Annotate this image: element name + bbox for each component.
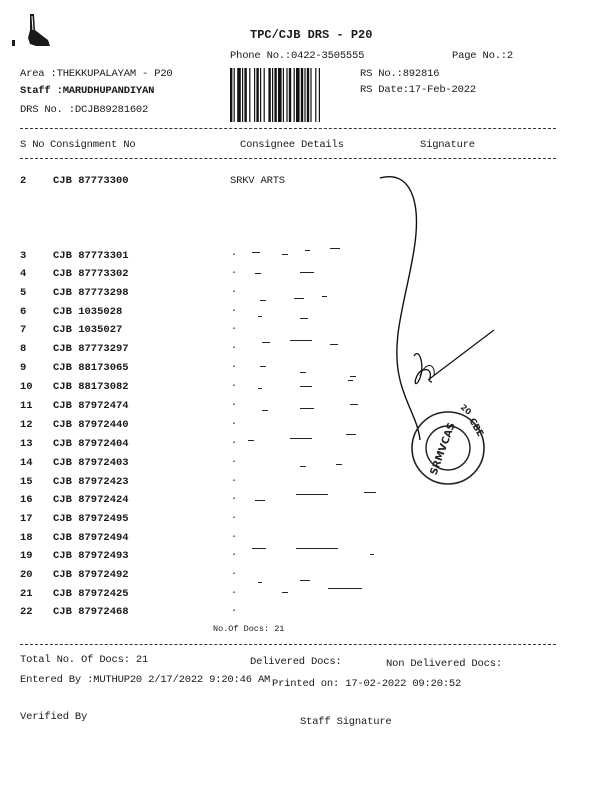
handwritten-mark	[300, 372, 306, 373]
document-title: TPC/CJB DRS - P20	[250, 28, 373, 42]
row-consignee: .	[231, 248, 238, 259]
svg-text:SRMVCAS: SRMVCAS	[428, 421, 458, 477]
barcode-bar	[234, 68, 235, 122]
row-consignee: .	[231, 360, 238, 371]
institution-stamp-icon	[408, 392, 490, 504]
handwritten-mark	[300, 318, 308, 319]
rs-number: RS No.:892816	[360, 68, 440, 80]
row-consignment-no: CJB 87972403	[53, 457, 129, 469]
barcode-bar	[249, 68, 250, 122]
barcode-bar	[294, 68, 295, 122]
row-consignee: .	[231, 586, 238, 597]
svg-text:CBE: CBE	[466, 416, 485, 439]
footer-divider	[20, 644, 556, 645]
row-consignment-no: CJB 87773297	[53, 343, 129, 355]
row-consignment-no: CJB 87972474	[53, 400, 129, 412]
row-sno: 13	[20, 438, 33, 450]
handwritten-mark	[300, 386, 312, 387]
total-docs: Total No. Of Docs: 21	[20, 654, 149, 666]
row-consignee: .	[231, 322, 238, 333]
row-sno: 18	[20, 532, 33, 544]
handwritten-mark	[330, 248, 340, 249]
row-consignment-no: CJB 88173082	[53, 381, 129, 393]
barcode-bar	[301, 68, 303, 122]
handwritten-mark	[336, 464, 342, 465]
row-sno: 2	[20, 175, 27, 187]
barcode-bar	[283, 68, 284, 122]
barcode-bar	[286, 68, 287, 122]
row-consignee: SRKV ARTS	[230, 175, 285, 187]
row-consignee: .	[231, 511, 238, 522]
handwritten-mark	[258, 388, 262, 389]
row-consignment-no: CJB 87972423	[53, 476, 129, 488]
row-consignee: .	[231, 285, 238, 296]
row-consignment-no: CJB 1035027	[53, 324, 123, 336]
row-consignee: .	[231, 530, 238, 541]
row-consignee: .	[231, 436, 238, 447]
row-sno: 8	[20, 343, 27, 355]
staff-label: Staff :MARUDHUPANDIYAN	[20, 85, 155, 97]
row-consignee: .	[231, 567, 238, 578]
row-sno: 20	[20, 569, 33, 581]
barcode-bar	[260, 68, 261, 122]
drs-number: DRS No. :DCJB89281602	[20, 104, 149, 116]
handwritten-mark	[262, 410, 268, 411]
row-consignment-no: CJB 88173065	[53, 362, 129, 374]
handwritten-mark	[255, 500, 265, 501]
barcode-bar	[242, 68, 243, 122]
handwritten-mark	[305, 250, 310, 251]
handwritten-mark	[322, 296, 327, 297]
entered-by: Entered By :MUTHUP20 2/17/2022 9:20:46 AM	[20, 674, 271, 686]
row-sno: 11	[20, 400, 33, 412]
row-consignment-no: CJB 87972492	[53, 569, 129, 581]
handwritten-mark	[300, 408, 314, 409]
handwritten-mark	[252, 548, 266, 549]
handwritten-mark	[255, 273, 261, 274]
row-consignment-no: CJB 87773300	[53, 175, 129, 187]
non-delivered-docs: Non Delivered Docs:	[386, 658, 502, 670]
handwritten-mark	[252, 252, 260, 253]
row-consignee: .	[231, 398, 238, 409]
row-consignment-no: CJB 87972425	[53, 588, 129, 600]
handwritten-mark	[300, 466, 306, 467]
row-sno: 12	[20, 419, 33, 431]
staff-signature: Staff Signature	[300, 716, 392, 728]
handwritten-mark	[258, 316, 262, 317]
barcode-bar	[274, 68, 276, 122]
row-consignee: .	[231, 455, 238, 466]
row-sno: 6	[20, 306, 27, 318]
column-consignment: Consignment No	[50, 139, 136, 151]
row-consignment-no: CJB 1035028	[53, 306, 123, 318]
handwritten-mark	[330, 344, 338, 345]
barcode-bar	[319, 68, 320, 122]
rs-date: RS Date:17-Feb-2022	[360, 84, 476, 96]
row-sno: 9	[20, 362, 27, 374]
row-consignment-no: CJB 87972468	[53, 606, 129, 618]
handwritten-mark	[258, 582, 262, 583]
row-consignment-no: CJB 87972494	[53, 532, 129, 544]
barcode-bar	[278, 68, 282, 122]
delivered-docs: Delivered Docs:	[250, 656, 342, 668]
barcode-bar	[264, 68, 265, 122]
row-sno: 15	[20, 476, 33, 488]
barcode-bar	[304, 68, 305, 122]
handwritten-mark	[346, 434, 356, 435]
printed-on: Printed on: 17-02-2022 09:20:52	[272, 678, 462, 690]
row-sno: 17	[20, 513, 33, 525]
row-consignee: .	[231, 604, 238, 615]
area-label: Area :THEKKUPALAYAM - P20	[20, 68, 173, 80]
row-sno: 14	[20, 457, 33, 469]
handwritten-mark	[300, 272, 314, 273]
row-consignment-no: CJB 87972440	[53, 419, 129, 431]
column-sno: S No	[20, 139, 45, 151]
barcode-bar	[315, 68, 316, 122]
company-logo-icon	[8, 10, 56, 54]
barcode-bar	[256, 68, 258, 122]
barcode-bar	[254, 68, 255, 122]
no-of-docs: No.Of Docs: 21	[213, 624, 285, 634]
row-consignment-no: CJB 87773301	[53, 250, 129, 262]
row-consignment-no: CJB 87972424	[53, 494, 129, 506]
row-sno: 5	[20, 287, 27, 299]
column-consignee: Consignee Details	[240, 139, 344, 151]
row-sno: 10	[20, 381, 33, 393]
row-consignee: .	[231, 341, 238, 352]
row-consignment-no: CJB 87972404	[53, 438, 129, 450]
row-sno: 3	[20, 250, 27, 262]
column-divider	[20, 158, 556, 159]
barcode-bar	[307, 68, 309, 122]
column-signature: Signature	[420, 139, 475, 151]
page-number: Page No.:2	[452, 50, 514, 62]
handwritten-mark	[262, 342, 270, 343]
header-divider	[20, 128, 556, 129]
handwritten-mark	[350, 376, 356, 377]
verified-by: Verified By	[20, 711, 88, 723]
row-consignee: .	[231, 266, 238, 277]
handwritten-mark	[290, 438, 312, 439]
row-sno: 7	[20, 324, 27, 336]
row-consignee: .	[231, 304, 238, 315]
row-consignment-no: CJB 87972495	[53, 513, 129, 525]
barcode-bar	[230, 68, 232, 122]
row-sno: 19	[20, 550, 33, 562]
handwritten-mark	[296, 548, 338, 549]
phone-number: Phone No.:0422-3505555	[230, 50, 365, 62]
barcode-bar	[237, 68, 241, 122]
row-consignee: .	[231, 417, 238, 428]
row-consignee: .	[231, 548, 238, 559]
barcode-bar	[310, 68, 311, 122]
row-sno: 4	[20, 268, 27, 280]
row-consignment-no: CJB 87773302	[53, 268, 129, 280]
handwritten-mark	[290, 340, 312, 341]
handwritten-mark	[294, 298, 304, 299]
row-consignment-no: CJB 87972493	[53, 550, 129, 562]
handwritten-mark	[350, 404, 358, 405]
barcode-bar	[289, 68, 291, 122]
handwritten-mark	[328, 588, 362, 589]
handwritten-mark	[282, 254, 288, 255]
handwritten-mark	[296, 494, 328, 495]
handwritten-mark	[260, 300, 266, 301]
handwritten-mark	[300, 580, 310, 581]
barcode-bar	[272, 68, 273, 122]
barcode-bar	[296, 68, 300, 122]
handwritten-mark	[248, 440, 254, 441]
row-consignee: .	[231, 379, 238, 390]
row-consignee: .	[231, 474, 238, 485]
handwritten-mark	[348, 380, 353, 381]
barcode-bar	[268, 68, 270, 122]
row-sno: 21	[20, 588, 33, 600]
row-sno: 16	[20, 494, 33, 506]
barcode-bar	[244, 68, 246, 122]
handwritten-mark	[282, 592, 288, 593]
row-sno: 22	[20, 606, 33, 618]
row-consignment-no: CJB 87773298	[53, 287, 129, 299]
row-consignee: .	[231, 492, 238, 503]
barcode-icon	[230, 68, 348, 122]
handwritten-mark	[370, 554, 374, 555]
svg-text:20: 20	[458, 402, 474, 417]
handwritten-mark	[260, 366, 266, 367]
